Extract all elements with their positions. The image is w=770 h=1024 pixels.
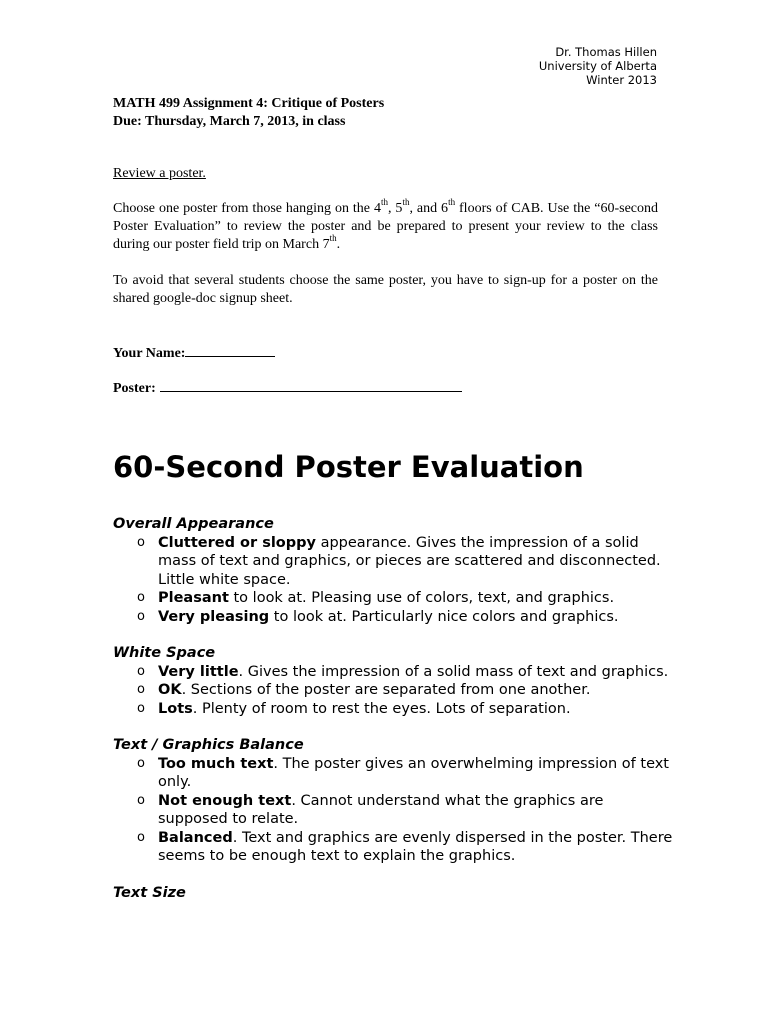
poster-field: [113, 379, 462, 397]
criteria-text: . Text and graphics are evenly dispersed in the poster. There seems to be enough text to explain the graphics.: [158, 829, 673, 864]
criteria-item: [113, 792, 673, 829]
criteria-item: [113, 700, 673, 719]
criteria-text: to look at. Pleasing use of colors, text, and graphics.: [228, 590, 615, 606]
evaluation-sections: [113, 515, 673, 920]
signup-paragraph: To avoid that several students choose the same poster, you have to sign-up for a poster on the shared google-doc signup sheet.: [113, 273, 658, 306]
criteria-text: . Cannot understand what the graphics are supposed to relate.: [158, 792, 604, 827]
criteria-item: [113, 681, 673, 700]
criteria-item: [113, 663, 673, 682]
criteria-list: [113, 534, 673, 627]
section-heading: Overall Appearance: [113, 516, 274, 532]
section-heading: White Space: [113, 645, 216, 661]
criteria-text: to look at. Particularly nice colors and graphics.: [269, 608, 619, 625]
author-term: Winter 2013: [586, 73, 657, 87]
criteria-lead: Balanced: [158, 829, 233, 846]
criteria-list: [113, 663, 673, 719]
criteria-lead: Very little: [158, 663, 239, 680]
your-name-field: [113, 344, 275, 362]
bullet-icon: o: [137, 534, 145, 550]
author-block: [539, 45, 657, 87]
criteria-lead: Cluttered or sloppy: [158, 534, 316, 551]
section-heading: Text / Graphics Balance: [113, 737, 304, 753]
bullet-icon: o: [137, 590, 145, 605]
criteria-text: . Plenty of room to rest the eyes. Lots of separation.: [192, 700, 571, 717]
bullet-icon: o: [137, 829, 145, 845]
poster-label: Poster:: [113, 381, 156, 396]
author-institution: University of Alberta: [538, 59, 657, 73]
your-name-blank[interactable]: [185, 344, 275, 357]
assignment-header: [113, 95, 384, 131]
criteria-item: [113, 608, 673, 627]
criteria-text: . Sections of the poster are separated from one another.: [181, 682, 591, 698]
bullet-icon: o: [137, 682, 145, 697]
criteria-lead: Pleasant: [158, 590, 229, 606]
criteria-text: appearance. Gives the impression of a solid mass of text and graphics, or pieces are scattered and disconnected. Little white space.: [158, 534, 661, 588]
criteria-lead: OK: [158, 682, 182, 698]
evaluation-section: [113, 644, 673, 718]
criteria-item: [113, 755, 673, 792]
criteria-text: . The poster gives an overwhelming impression of text only.: [158, 755, 669, 790]
bullet-icon: o: [137, 755, 145, 771]
criteria-item: [113, 589, 673, 608]
instructions-paragraph: Choose one poster from those hanging on the 4th, 5th, and 6th floors of CAB. Use the “60-second Poster Evaluation” to review the poster and be prepared to present your review to the class during our poster field trip on March 7th.: [113, 197, 658, 252]
criteria-lead: Not enough text: [158, 792, 292, 809]
bullet-icon: o: [137, 792, 145, 808]
evaluation-section: [113, 515, 673, 626]
criteria-lead: Very pleasing: [158, 608, 270, 625]
criteria-lead: Lots: [158, 700, 193, 717]
assignment-title: MATH 499 Assignment 4: Critique of Posters: [113, 96, 385, 111]
evaluation-section: [113, 736, 673, 866]
author-name: Dr. Thomas Hillen: [555, 45, 657, 59]
bullet-icon: o: [137, 663, 145, 679]
section-heading: Text Size: [113, 884, 186, 901]
bullet-icon: o: [137, 700, 145, 716]
assignment-due: Due: Thursday, March 7, 2013, in class: [113, 114, 346, 129]
evaluation-title: 60-Second Poster Evaluation: [113, 450, 584, 484]
criteria-item: [113, 534, 673, 590]
review-heading: Review a poster.: [113, 166, 206, 181]
criteria-text: . Gives the impression of a solid mass of text and graphics.: [238, 663, 669, 680]
your-name-label: Your Name:: [113, 346, 186, 361]
criteria-lead: Too much text: [158, 755, 274, 772]
poster-blank[interactable]: [160, 379, 462, 392]
bullet-icon: o: [137, 608, 145, 624]
criteria-list: [113, 755, 673, 866]
criteria-item: [113, 829, 673, 866]
evaluation-section: [113, 884, 673, 903]
